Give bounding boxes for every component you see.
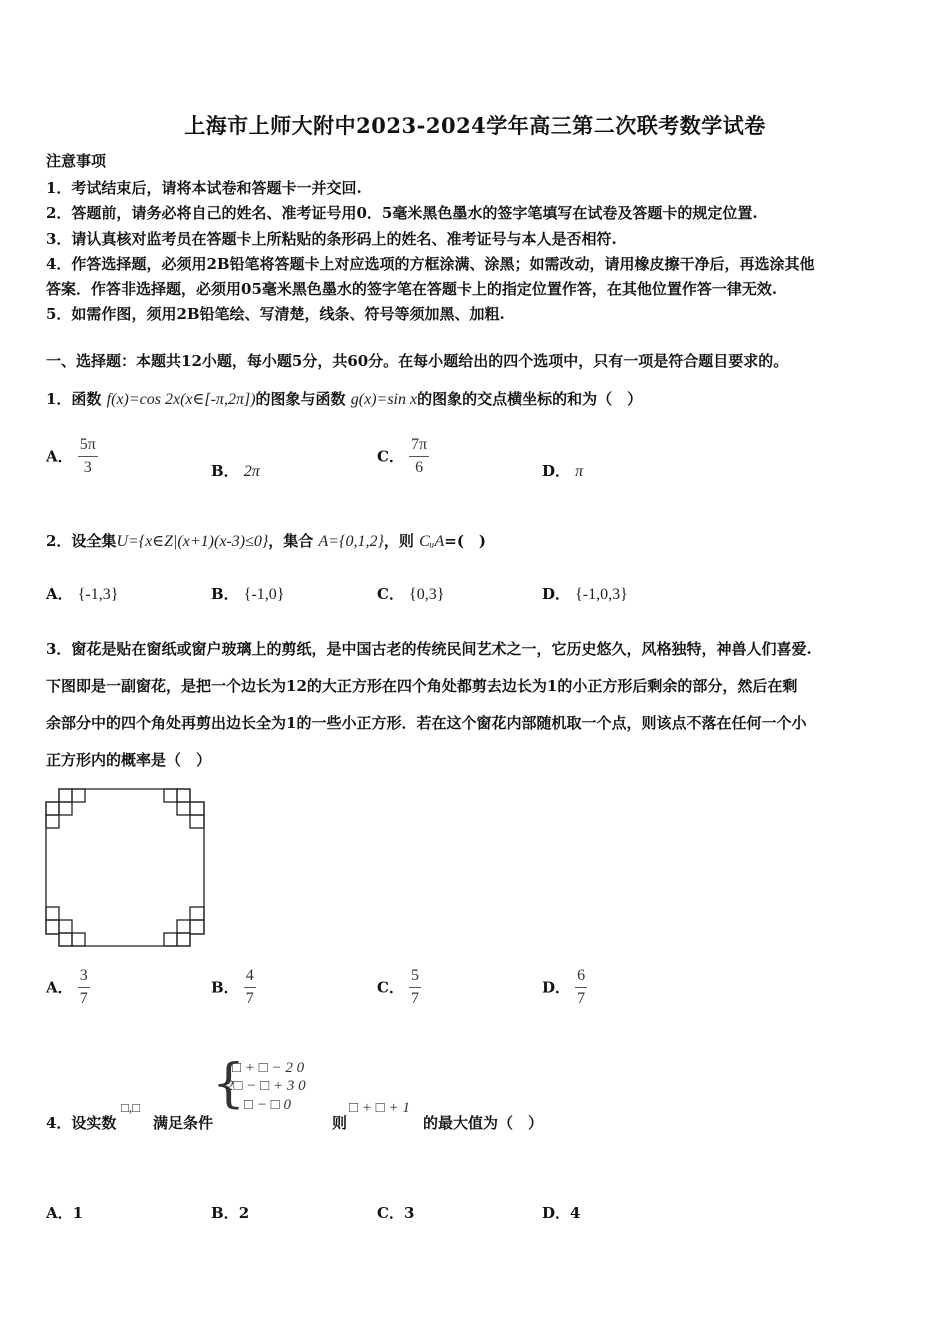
notice-item: 4．作答选择题，必须用2B铅笔将答题卡上对应选项的方框涂满、涂黑；如需改动，请用橡皮擦干净后，再选涂其他	[46, 255, 815, 273]
corner-square	[190, 920, 204, 934]
q1-g-expression: g(x)=sin x	[350, 391, 418, 408]
q4-option-a[interactable]: A．1	[46, 1204, 84, 1222]
q3-option-c[interactable]: C． $\frac{5}{7}$	[377, 967, 420, 1007]
q1-f-expression: f(x)=cos 2x(x∈[-π,2π])	[106, 391, 256, 408]
q2-suffix: =( )	[444, 532, 487, 550]
corner-square	[164, 933, 177, 946]
corner-square	[59, 920, 72, 933]
q3-option-a[interactable]: A． $\frac{3}{7}$	[46, 967, 88, 1007]
q1-option-b[interactable]: B． 2π	[211, 462, 260, 480]
corner-square	[59, 789, 72, 802]
fraction: $\frac{4}{7}$	[245, 967, 254, 1007]
corner-square	[177, 789, 190, 802]
corner-square	[177, 933, 190, 946]
q2-prefix: 2．设全集	[46, 532, 117, 550]
q4-constraint: □ − □ 0	[244, 1097, 291, 1113]
notice-item: 答案．作答非选择题，必须用05毫米黑色墨水的签字笔在答题卡上的指定位置作答，在其他位置作答一律无效.	[46, 280, 778, 298]
outline	[46, 789, 204, 946]
corner-square	[46, 815, 59, 828]
corner-square	[46, 802, 59, 815]
q4-prefix: 4．设实数	[46, 1114, 117, 1132]
q4-constraint: □ + □ − 2 0	[232, 1060, 305, 1076]
q1-middle: 的图象与函数	[255, 390, 346, 408]
q4-condition-label: 满足条件	[153, 1114, 214, 1132]
q3-option-d[interactable]: D． $\frac{6}{7}$	[542, 967, 586, 1007]
q1-option-d[interactable]: D． π	[542, 462, 584, 480]
q1-option-a[interactable]: A． $\frac{5\pi}{3}$	[46, 436, 96, 476]
q4-objective: □ + □ + 1	[349, 1100, 410, 1116]
q2-u-expression: U={x∈Z|(x+1)(x-3)≤0}	[116, 533, 269, 550]
q4-suffix: 的最大值为（ ）	[423, 1114, 544, 1132]
q3-line: 余部分中的四个角处再剪出边长全为1的一些小正方形．若在这个窗花内部随机取一个点，则该点不落在任何一个小	[46, 714, 807, 732]
page-title: 上海市上师大附中2023-2024学年高三第二次联考数学试卷	[184, 113, 766, 138]
notice-item: 3．请认真核对监考员在答题卡上所粘贴的条形码上的姓名、准考证号与本人是否相符.	[46, 230, 617, 248]
q1-option-c[interactable]: C． $\frac{7\pi}{6}$	[377, 436, 428, 476]
q4-then: 则	[332, 1114, 348, 1132]
corner-square	[72, 789, 85, 802]
corner-square	[177, 802, 190, 815]
section-heading: 一、选择题：本题共12小题，每小题5分，共60分。在每小题给出的四个选项中，只有一项是符合题目要求的。	[46, 352, 789, 370]
q1-prefix: 1．函数	[46, 390, 102, 408]
q2-option-a[interactable]: A． {-1,3}	[46, 585, 119, 603]
q3-line: 正方形内的概率是（ ）	[46, 751, 212, 769]
q4-variables: □,□	[121, 1100, 140, 1115]
notice-heading: 注意事项	[46, 152, 107, 170]
q2-option-c[interactable]: C． {0,3}	[377, 585, 445, 603]
corner-square	[46, 920, 59, 934]
q2-option-b[interactable]: B． {-1,0}	[211, 585, 285, 603]
corner-square	[59, 802, 72, 815]
corner-square	[59, 933, 72, 946]
q2-complement-expression: CᵤA	[419, 533, 445, 550]
q4-constraint: 2□ − □ + 3 0	[226, 1078, 306, 1094]
corner-square	[190, 815, 204, 828]
q4-option-c[interactable]: C．3	[377, 1204, 415, 1222]
window-flower-figure	[40, 784, 212, 950]
fraction: $\frac{3}{7}$	[79, 967, 88, 1007]
q4-option-d[interactable]: D．4	[542, 1204, 581, 1222]
fraction: $\frac{5}{7}$	[411, 967, 420, 1007]
corner-square	[190, 802, 204, 815]
corner-square	[72, 933, 85, 946]
question-1	[46, 388, 642, 409]
q3-line: 3．窗花是贴在窗纸或窗户玻璃上的剪纸，是中国古老的传统民间艺术之一，它历史悠久，风格独特，神兽人们喜爱.	[46, 640, 812, 658]
corner-square	[190, 907, 204, 920]
corner-square	[164, 789, 177, 802]
fraction: $\frac{5\pi}{3}$	[79, 436, 96, 476]
q2-option-d[interactable]: D． {-1,0,3}	[542, 585, 628, 603]
question-2	[46, 530, 486, 551]
q1-suffix: 的图象的交点横坐标的和为（ ）	[417, 390, 643, 408]
notice-item: 1．考试结束后，请将本试卷和答题卡一并交回.	[46, 179, 362, 197]
q4-option-b[interactable]: B．2	[211, 1204, 250, 1222]
q3-line: 下图即是一副窗花，是把一个边长为12的大正方形在四个角处都剪去边长为1的小正方形后剩余的部分，然后在剩	[46, 677, 798, 695]
corner-square	[46, 907, 59, 920]
q2-middle: ，集合	[268, 532, 314, 550]
fraction: $\frac{6}{7}$	[577, 967, 586, 1007]
notice-item: 2．答题前，请务必将自己的姓名、准考证号用0．5毫米黑色墨水的签字笔填写在试卷及答题卡的规定位置.	[46, 204, 758, 222]
notice-item: 5．如需作图，须用2B铅笔绘、写清楚，线条、符号等须加黑、加粗.	[46, 305, 505, 323]
q2-then: ，则	[383, 532, 414, 550]
fraction: $\frac{7\pi}{6}$	[411, 436, 428, 476]
q3-option-b[interactable]: B． $\frac{4}{7}$	[211, 967, 254, 1007]
system-brace: {	[212, 1054, 246, 1114]
corner-square	[177, 920, 190, 933]
q2-a-expression: A={0,1,2}	[318, 533, 384, 550]
